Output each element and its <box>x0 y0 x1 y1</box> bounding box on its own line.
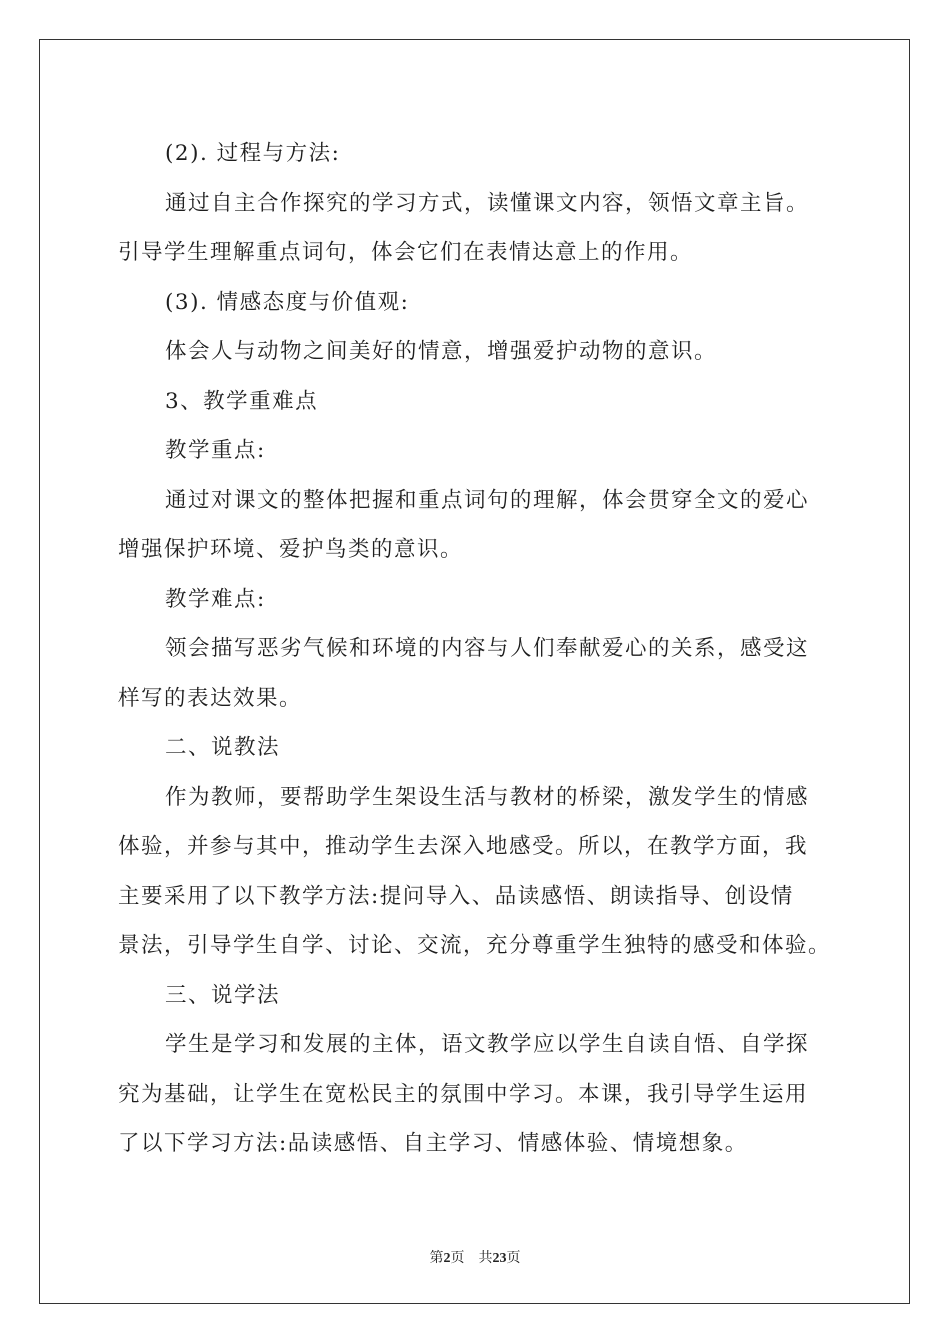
total-suffix: 页 <box>506 1251 521 1266</box>
paragraph-line: 作为教师，要帮助学生架设生活与教材的桥梁，激发学生的情感 <box>165 784 810 810</box>
paragraph-line: (2). 过程与方法: <box>165 141 341 166</box>
paragraph-line: 主要采用了以下教学方法:提问导入、品读感悟、朗读指导、创设情 <box>118 883 794 909</box>
paragraph-line: 景法，引导学生自学、讨论、交流，充分尊重学生独特的感受和体验。 <box>118 933 832 958</box>
section-heading: 三、说学法 <box>165 982 281 1008</box>
paragraph-line: 增强保护环境、爱护鸟类的意识。 <box>118 537 464 562</box>
page-footer <box>0 1247 950 1267</box>
section-heading: 二、说教法 <box>165 735 281 760</box>
paragraph-line: 样写的表达效果。 <box>118 685 303 711</box>
paragraph-line: 体验，并参与其中，推动学生去深入地感受。所以，在教学方面，我 <box>118 834 809 859</box>
paragraph-line: (3). 情感态度与价值观: <box>165 289 410 315</box>
section-heading: 3、教学重难点 <box>165 388 319 414</box>
paragraph-line: 通过对课文的整体把握和重点词句的理解，体会贯穿全文的爱心 <box>165 487 810 513</box>
paragraph-line: 了以下学习方法:品读感悟、自主学习、情感体验、情境想象。 <box>118 1131 748 1156</box>
paragraph-line: 学生是学习和发展的主体，语文教学应以学生自读自悟、自学探 <box>165 1032 810 1057</box>
page-suffix: 页 <box>450 1251 465 1266</box>
paragraph-line: 教学重点: <box>165 438 266 463</box>
paragraph-line: 究为基础，让学生在宽松民主的氛围中学习。本课，我引导学生运用 <box>118 1081 809 1107</box>
paragraph-line: 领会描写恶劣气候和环境的内容与人们奉献爱心的关系，感受这 <box>165 636 810 661</box>
paragraph-line: 教学难点: <box>165 586 266 612</box>
paragraph-line: 体会人与动物之间美好的情意，增强爱护动物的意识。 <box>165 339 718 364</box>
page-number: 2 <box>443 1251 451 1266</box>
total-pages: 23 <box>492 1251 507 1266</box>
page-prefix: 第 <box>429 1251 444 1266</box>
total-prefix: 共 <box>478 1251 493 1266</box>
paragraph-line: 通过自主合作探究的学习方式，读懂课文内容，领悟文章主旨。 <box>165 190 810 216</box>
document-body <box>118 129 838 1169</box>
paragraph-line: 引导学生理解重点词句，体会它们在表情达意上的作用。 <box>118 240 694 265</box>
